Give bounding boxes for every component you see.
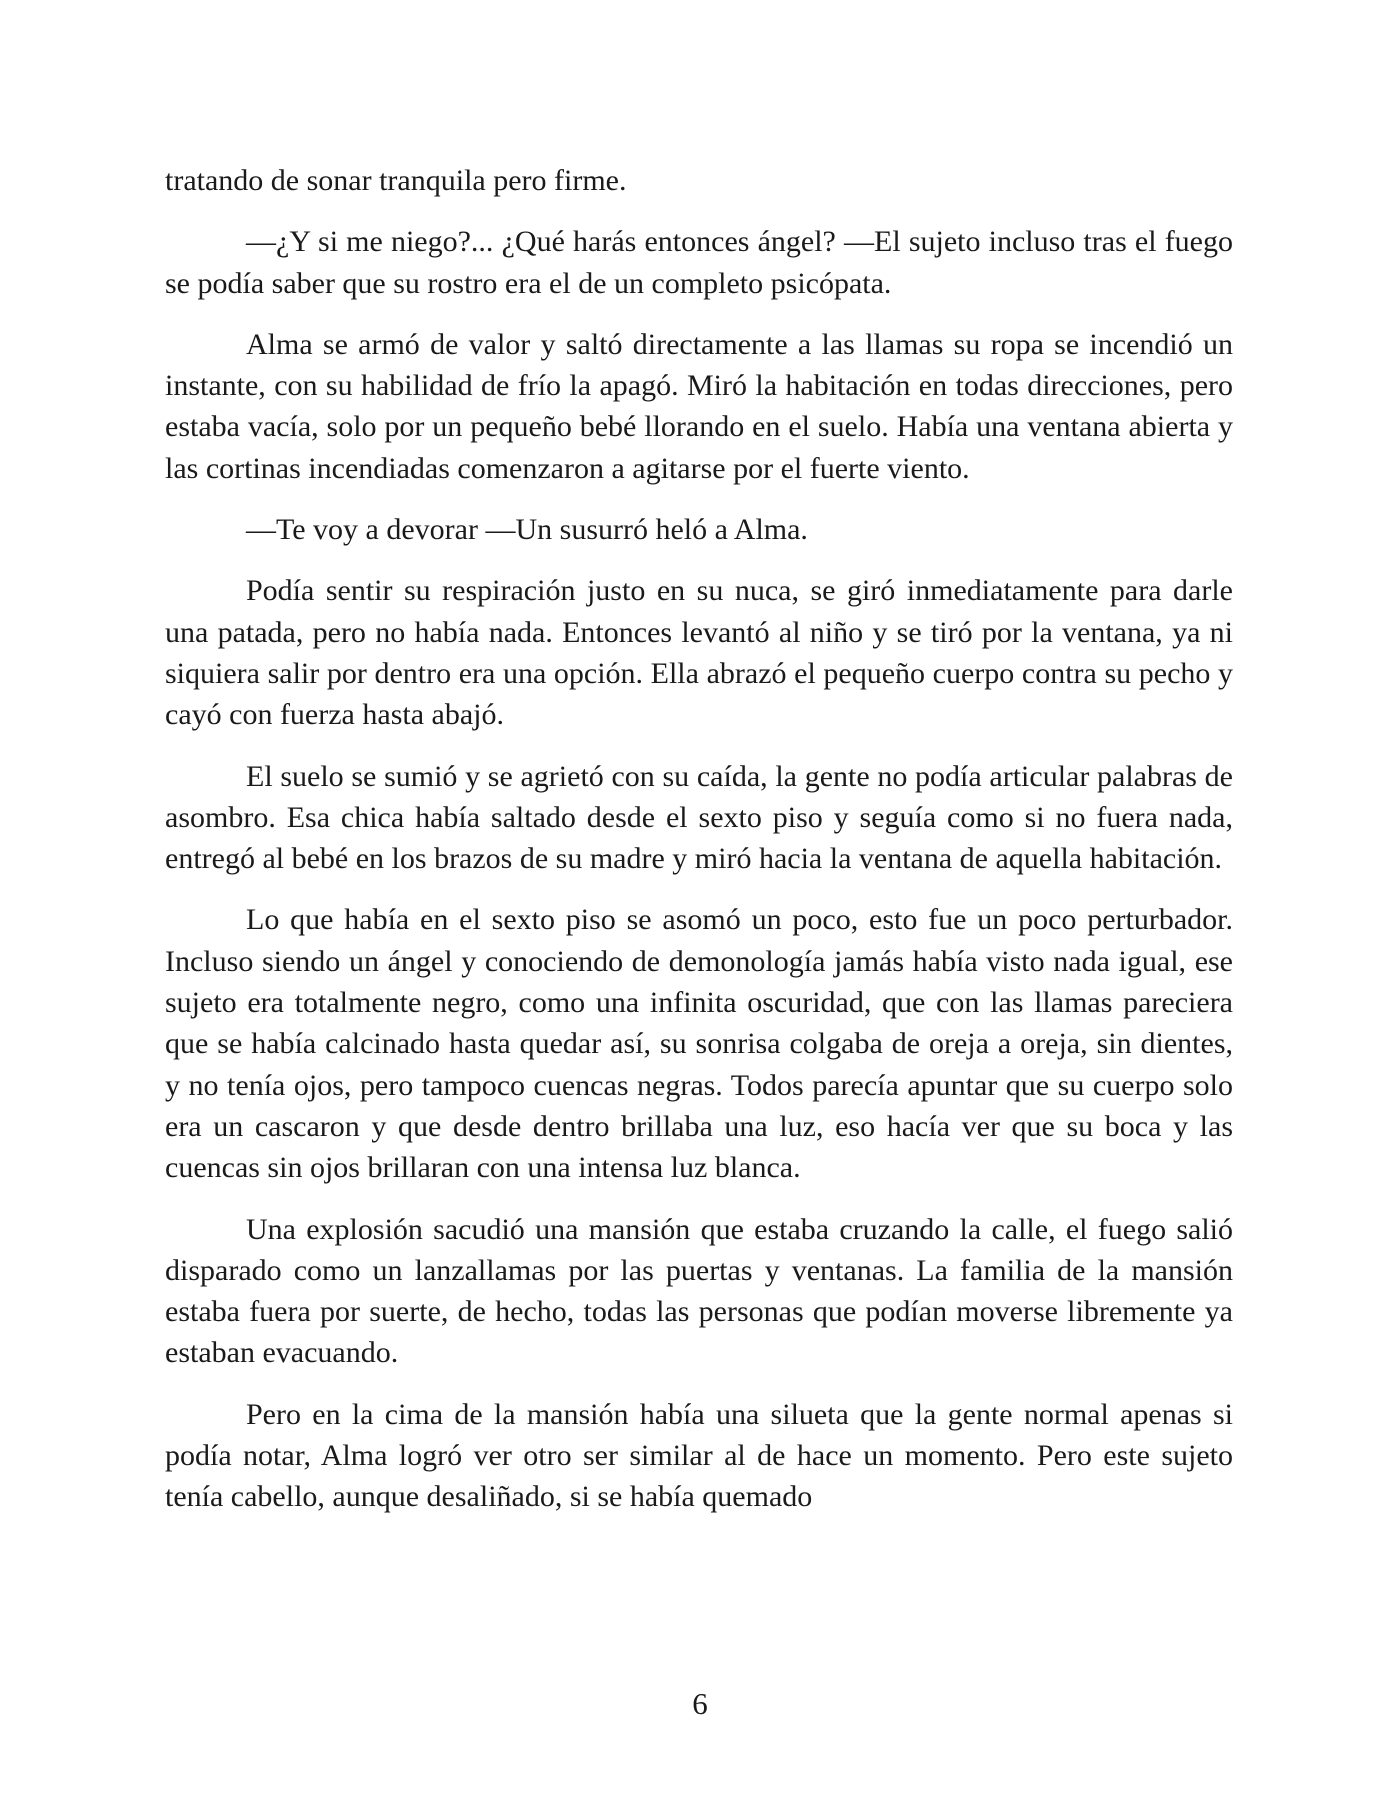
paragraph-6: El suelo se sumió y se agrietó con su caída, la gente no podía articular palabras de asombro. Esa chica había saltado desde el sexto piso y seguía como si no fuera nada, entregó al bebé en los brazos de su madre y miró hacia la ventana de aquella habitación. (165, 759, 1233, 876)
page-body (165, 160, 1233, 1538)
paragraph-7: Lo que había en el sexto piso se asomó un poco, esto fue un poco perturbador. Incluso siendo un ángel y conociendo de demonología jamás había visto nada igual, ese sujeto era totalmente negro, como una infinita oscuridad, que con las llamas pareciera que se había calcinado hasta quedar así, su sonrisa colgaba de oreja a oreja, sin dientes, y no tenía ojos, pero tampoco cuencas negras. Todos parecía apuntar que su cuerpo solo era un cascaron y que desde dentro brillaba una luz, eso hacía ver que su boca y las cuencas sin ojos brillaran con una intensa luz blanca. (165, 903, 1233, 1185)
paragraph-4: —Te voy a devorar —Un susurró heló a Alma. (246, 513, 808, 547)
paragraph-9: Pero en la cima de la mansión había una silueta que la gente normal apenas si podía notar, Alma logró ver otro ser similar al de hace un momento. Pero este sujeto tenía cabello, aunque desaliñado, si se había quemado (165, 1397, 1233, 1514)
paragraph-1: tratando de sonar tranquila pero firme. (165, 164, 627, 197)
paragraph-3: Alma se armó de valor y saltó directamente a las llamas su ropa se incendió un instante, con su habilidad de frío la apagó. Miró la habitación en todas direcciones, pero estaba vacía, solo por un pequeño bebé llorando en el suelo. Había una ventana abierta y las cortinas incendiadas comenzaron a agitarse por el fuerte viento. (165, 327, 1233, 485)
page-number: 6 (692, 1686, 708, 1721)
paragraph-5: Podía sentir su respiración justo en su nuca, se giró inmediatamente para darle una patada, pero no había nada. Entonces levantó al niño y se tiró por la ventana, ya ni siquiera salir por dentro era una opción. Ella abrazó el pequeño cuerpo contra su pecho y cayó con fuerza hasta abajó. (165, 574, 1233, 732)
paragraph-2: —¿Y si me niego?... ¿Qué harás entonces ángel? —El sujeto incluso tras el fuego se podía saber que su rostro era el de un completo psicópata. (165, 225, 1233, 300)
paragraph-8: Una explosión sacudió una mansión que estaba cruzando la calle, el fuego salió disparado como un lanzallamas por las puertas y ventanas. La familia de la mansión estaba fuera por suerte, de hecho, todas las personas que podían moverse libremente ya estaban evacuando. (165, 1212, 1233, 1370)
